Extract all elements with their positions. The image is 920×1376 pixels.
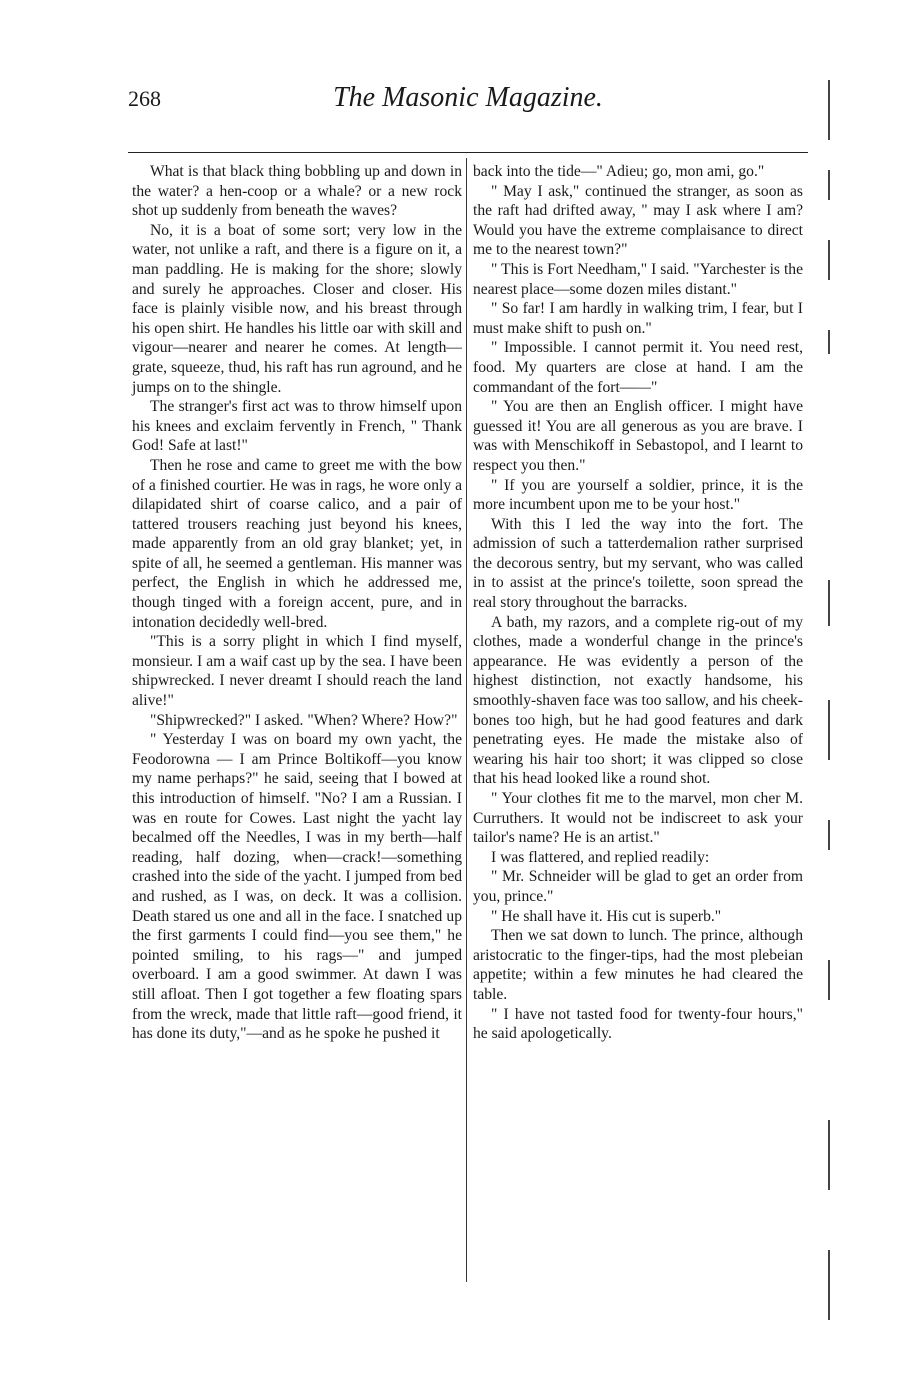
column-divider <box>466 158 467 1282</box>
paragraph: "This is a sorry plight in which I find myself, monsieur. I am a waif cast up by the sea. I have been shipwrecked. I never dreamt I should reach the land alive!" <box>132 633 462 710</box>
edge-mark <box>828 170 830 200</box>
paragraph: With this I led the way into the fort. The admission of such a tatterdemalion rather surprised the decorous sentry, but my servant, who was called in to assist at the prince's toilette, soon spread the real story throughout the barracks. <box>473 515 803 612</box>
header-rule <box>128 152 808 153</box>
paragraph: " I have not tasted food for twenty-four hours," he said apologetically. <box>473 1005 803 1043</box>
paragraph: " If you are yourself a soldier, prince, it is the more incumbent upon me to be your host." <box>473 476 803 514</box>
paragraph: A bath, my razors, and a complete rig-out of my clothes, made a wonderful change in the prince's appearance. He was evidently a person of the highest distinction, not exactly handsome, his smoothly-shaven face was too sallow, and his cheek-bones too high, but he had good features and dark penetrating eyes. He made the mistake also of wearing his hair too short; it was clipped so close that his head looked like a round shot. <box>473 613 803 788</box>
edge-mark <box>828 1120 830 1190</box>
edge-mark <box>828 80 830 140</box>
edge-mark <box>828 240 830 280</box>
edge-mark <box>828 580 830 626</box>
paragraph: No, it is a boat of some sort; very low in the water, not unlike a raft, and there is a figure on it, a man paddling. He is making for the shore; slowly and surely he approaches. Closer and closer. His face is plainly visible now, and his breast through his open shirt. He handles his little oar with skill and vigour—nearer and nearer he comes. At length—grate, squeeze, thud, his raft has run aground, and he jumps on to the shingle. <box>132 221 462 396</box>
right-column <box>473 162 803 1044</box>
paragraph: " Your clothes fit me to the marvel, mon cher M. Curruthers. It would not be indiscreet to ask your tailor's name? He is an artist." <box>473 790 803 847</box>
paragraph: " He shall have it. His cut is superb." <box>491 907 722 925</box>
edge-mark <box>828 700 830 760</box>
paragraph: " May I ask," continued the stranger, as soon as the raft had drifted away, " may I ask where I am? Would you have the extreme complaisance to direct me to the nearest town?" <box>473 182 803 259</box>
page-header <box>128 82 808 126</box>
binding-edge-marks <box>828 60 832 1310</box>
paragraph: I was flattered, and replied readily: <box>491 848 710 866</box>
paragraph: " Impossible. I cannot permit it. You need rest, food. My quarters are close at hand. I am the commandant of the fort——" <box>473 339 803 396</box>
paragraph: " This is Fort Needham," I said. "Yarchester is the nearest place—some dozen miles distant." <box>473 260 803 298</box>
page-number: 268 <box>128 86 161 111</box>
paragraph: " Mr. Schneider will be glad to get an order from you, prince." <box>473 868 803 905</box>
paragraph: What is that black thing bobbling up and down in the water? a hen-coop or a whale? or a new rock shot up suddenly from beneath the waves? <box>132 163 462 220</box>
paragraph: The stranger's first act was to throw himself upon his knees and exclaim fervently in French, " Thank God! Safe at last!" <box>132 398 462 455</box>
paragraph: " You are then an English officer. I might have guessed it! You are all generous as you are brave. I was with Menschikoff in Sebastopol, and I learnt to respect you then." <box>473 398 803 474</box>
edge-mark <box>828 820 830 850</box>
edge-mark <box>828 960 830 1000</box>
paragraph: " So far! I am hardly in walking trim, I fear, but I must make shift to push on." <box>473 300 803 337</box>
edge-mark <box>828 1250 830 1320</box>
paragraph: " Yesterday I was on board my own yacht, the Feodorowna — I am Prince Boltikoff—you know my name perhaps?" he said, seeing that I bowed at this introduction of himself. "No? I am a Russian. I was en route for Cowes. Last night the yacht lay becalmed off the Needles, I was in my berth—half reading, half dozing, when—crack!—something crashed into the side of the yacht. I jumped from bed and rushed, as I was, on deck. It was a collision. Death stared us one and all in the face. I snatched up the first garments I could find—you see them," he pointed smiling, to his rags—" and jumped overboard. I am a good swimmer. At dawn I was still afloat. Then I got together a few floating spars from the wreck, made that little raft—good friend, it has done its duty,"—and as he spoke he pushed it <box>132 731 462 1043</box>
paragraph: Then we sat down to lunch. The prince, although aristocratic to the finger-tips, had the most plebeian appetite; within a few minutes he had cleared the table. <box>473 927 803 1003</box>
paragraph: "Shipwrecked?" I asked. "When? Where? How?" <box>150 711 458 729</box>
edge-mark <box>828 330 830 354</box>
paragraph: Then he rose and came to greet me with the bow of a finished courtier. He was in rags, he wore only a dilapidated shirt of coarse calico, and a pair of tattered trousers reaching just beyond his knees, made apparently from an old gray blanket; yet, in spite of all, he seemed a gentleman. His manner was perfect, the English in which he addressed me, though tinged with a foreign accent, pure, and in intonation decidedly well-bred. <box>132 456 462 631</box>
paragraph: back into the tide—" Adieu; go, mon ami, go." <box>473 163 765 180</box>
left-column <box>132 162 462 1044</box>
running-title: The Masonic Magazine. <box>333 82 603 113</box>
